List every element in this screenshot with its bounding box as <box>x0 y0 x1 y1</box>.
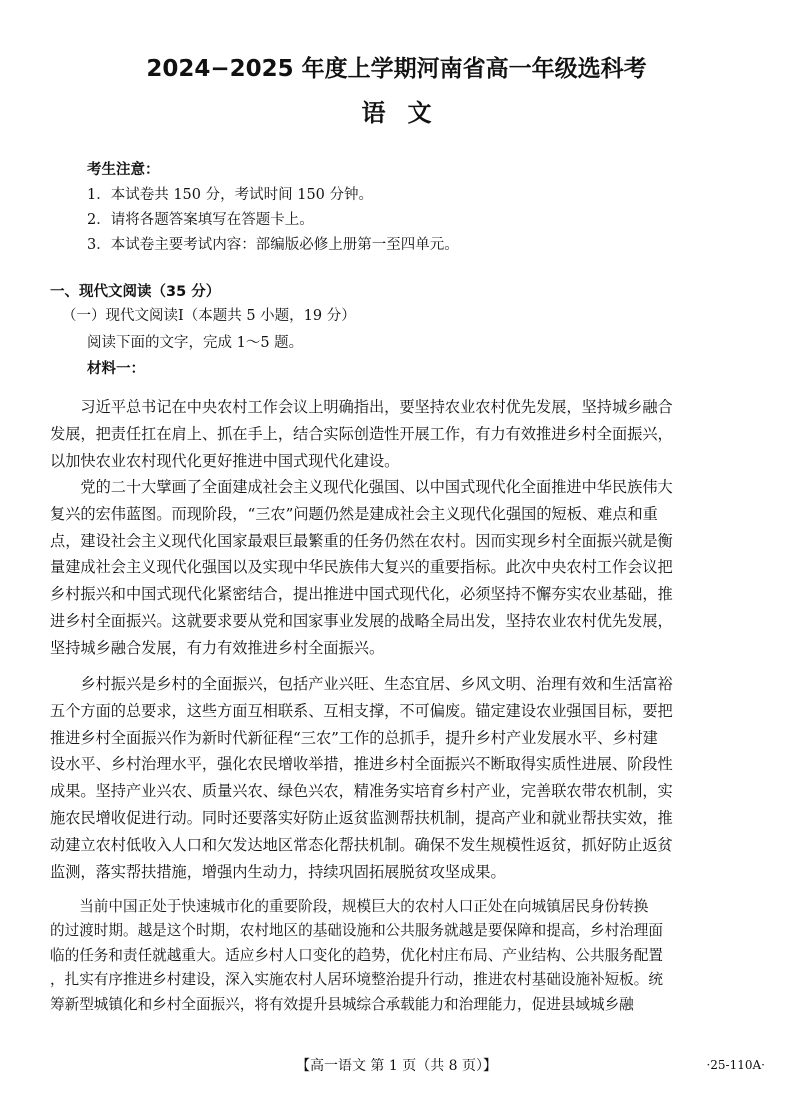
text-line: 进乡村全面振兴。这就要求要从党和国家事业发展的战略全局出发，坚持农业农村优先发展， <box>50 611 673 630</box>
subject-title: 语文 <box>361 99 454 127</box>
text-line: 筹新型城镇化和乡村全面振兴，将有效提升县城综合承载能力和治理能力，促进县域城乡融 <box>50 995 634 1013</box>
text-line: 复兴的宏伟蓝图。而现阶段，“三农”问题仍然是建成社会主义现代化强国的短板、难点和重 <box>50 504 658 523</box>
text-line: 乡村振兴和中国式现代化紧密结合，提出推进中国式现代化，必须坚持不懈夯实农业基础，推 <box>50 585 673 604</box>
paragraph-4 <box>50 895 750 1017</box>
text-line: ，扎实有序推进乡村建设，深入实施农村人居环境整治提升行动，推进农村基础设施补短板。统 <box>50 971 663 989</box>
text-line: 施农民增收促进行动。同时还要落实好防止返贫监测帮扶机制，提高产业和就业帮扶实效，推 <box>50 808 673 827</box>
notice-item: 3．本试卷主要考试内容：部编版必修上册第一至四单元。 <box>87 237 459 253</box>
text-line: 设水平、乡村治理水平，强化农民增收举措，推进乡村全面振兴不断取得实质性进展、阶段性 <box>50 755 673 774</box>
paragraph-3 <box>50 671 750 885</box>
text-line: 量建成社会主义现代化强国以及实现中华民族伟大复兴的重要指标。此次中央农村工作会议把 <box>50 558 673 577</box>
text-line: 推进乡村全面振兴作为新时代新征程“三农”工作的总抓手，提升乡村产业发展水平、乡村建 <box>50 728 658 747</box>
notice-item: 2．请将各题答案填写在答题卡上。 <box>87 212 314 228</box>
text-line: 临的任务和责任就越重大。适应乡村人口变化的趋势，优化村庄布局、产业结构、公共服务配置 <box>50 946 663 964</box>
text-line: 坚持城乡融合发展，有力有效推进乡村全面振兴。 <box>50 638 385 657</box>
material-label: 材料一： <box>87 361 145 377</box>
notice-heading: 考生注意： <box>87 162 160 178</box>
exam-title: 2024−2025 年度上学期河南省高一年级选科考 <box>146 56 647 82</box>
text-line: 五个方面的总要求，这些方面互相联系、互相支撑，不可偏废。锚定建设农业强国目标，要把 <box>50 701 673 720</box>
subsection-heading: （一）现代文阅读Ⅰ（本题共 5 小题，19 分） <box>62 308 356 324</box>
text-line: 点，建设社会主义现代化国家最艰巨最繁重的任务仍然在农村。因而实现乡村全面振兴就是衡 <box>50 531 673 550</box>
text-line: 习近平总书记在中央农村工作会议上明确指出，要坚持农业农村优先发展，坚持城乡融合 <box>50 398 673 416</box>
text-line: 党的二十大擘画了全面建成社会主义现代化强国、以中国式现代化全面推进中华民族伟大 <box>50 478 673 496</box>
notice-item: 1．本试卷共 150 分，考试时间 150 分钟。 <box>87 187 374 203</box>
text-line: 发展，把责任扛在肩上、抓在手上，结合实际创造性开展工作，有力有效推进乡村全面振兴， <box>50 424 673 443</box>
text-line: 的过渡时期。越是这个时期，农村地区的基础设施和公共服务就越是要保障和提高，乡村治理面 <box>50 922 663 940</box>
paper-code: ·25-110A· <box>706 1058 765 1072</box>
text-line: 乡村振兴是乡村的全面振兴，包括产业兴旺、生态宜居、乡风文明、治理有效和生活富裕 <box>50 675 673 693</box>
text-line: 动建立农村低收入人口和欠发达地区常态化帮扶机制。确保不发生规模性返贫，抓好防止返贫 <box>50 835 673 854</box>
paragraph-1 <box>50 394 750 474</box>
page-footer: 【高一语文 第 1 页（共 8 页）】 <box>295 1058 498 1074</box>
text-line: 当前中国正处于快速城市化的重要阶段，规模巨大的农村人口正处在向城镇居民身份转换 <box>50 898 649 915</box>
text-line: 成果。坚持产业兴农、质量兴农、绿色兴农，精准务实培育乡村产业，完善联农带农机制，实 <box>50 782 673 801</box>
text-line: 监测，落实帮扶措施，增强内生动力，持续巩固拓展脱贫攻坚成果。 <box>50 862 506 881</box>
candidate-notice <box>87 158 459 258</box>
text-line: 以加快农业农村现代化更好推进中国式现代化建设。 <box>50 451 400 470</box>
paragraph-2 <box>50 474 750 662</box>
section-heading: 一、现代文阅读（35 分） <box>50 284 221 300</box>
reading-instruction: 阅读下面的文字，完成 1～5 题。 <box>87 335 304 351</box>
